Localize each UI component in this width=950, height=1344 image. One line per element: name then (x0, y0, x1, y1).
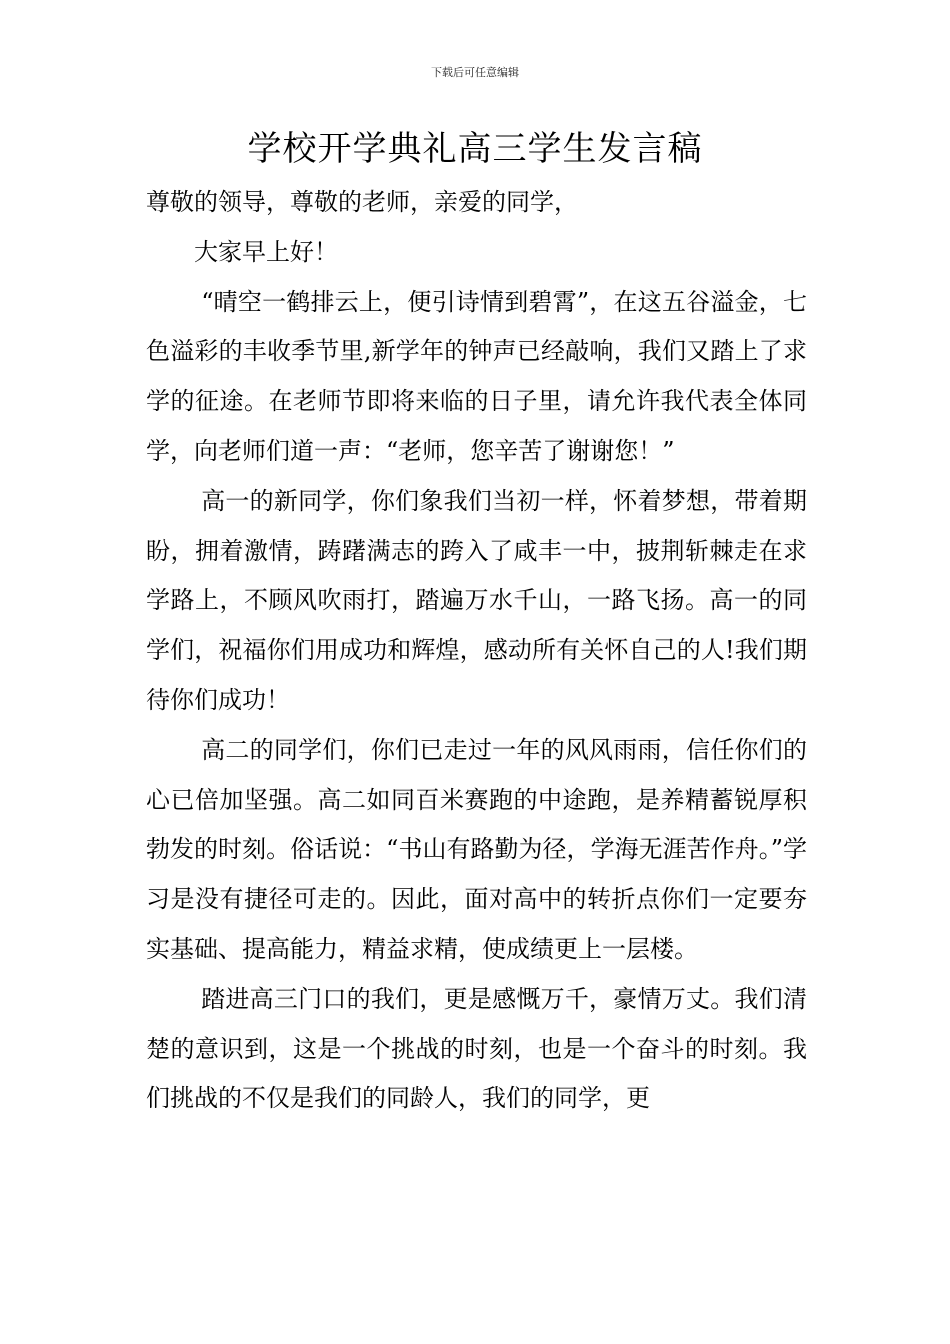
paragraph-1: “晴空一鹤排云上，便引诗情到碧霄”，在这五谷溢金，七色溢彩的丰收季节里,新学年的钟声已经敲响，我们又踏上了求学的征途。在老师节即将来临的日子里，请允许我代表全体同学，向老师们道一声：“老师，您辛苦了谢谢您！” (146, 287, 807, 465)
paragraph-4: 踏进高三门口的我们，更是感慨万千，豪情万丈。我们清楚的意识到，这是一个挑战的时刻，也是一个奋斗的时刻。我们挑战的不仅是我们的同龄人，我们的同学，更 (146, 984, 807, 1113)
page-header-note: 下载后可任意编辑 (431, 66, 519, 79)
document-title: 学校开学典礼高三学生发言稿 (247, 129, 703, 169)
greeting-line: 大家早上好！ (194, 237, 338, 266)
paragraph-3: 高二的同学们，你们已走过一年的风风雨雨，信任你们的心已倍加坚强。高二如同百米赛跑的中途跑，是养精蓄锐厚积勃发的时刻。俗话说：“书山有路勤为径，学海无涯苦作舟。”学习是没有捷径可走的。因此，面对高中的转折点你们一定要夯实基础、提高能力，精益求精，使成绩更上一层楼。 (146, 735, 807, 963)
salutation-line: 尊敬的领导，尊敬的老师，亲爱的同学， (146, 188, 578, 216)
paragraph-2: 高一的新同学，你们象我们当初一样，怀着梦想，带着期盼，拥着激情，踌躇满志的跨入了咸丰一中，披荆斩棘走在求学路上，不顾风吹雨打，踏遍万水千山，一路飞扬。高一的同学们，祝福你们用成功和辉煌，感动所有关怀自己的人!我们期待你们成功！ (146, 486, 807, 714)
document-body (146, 178, 807, 1124)
